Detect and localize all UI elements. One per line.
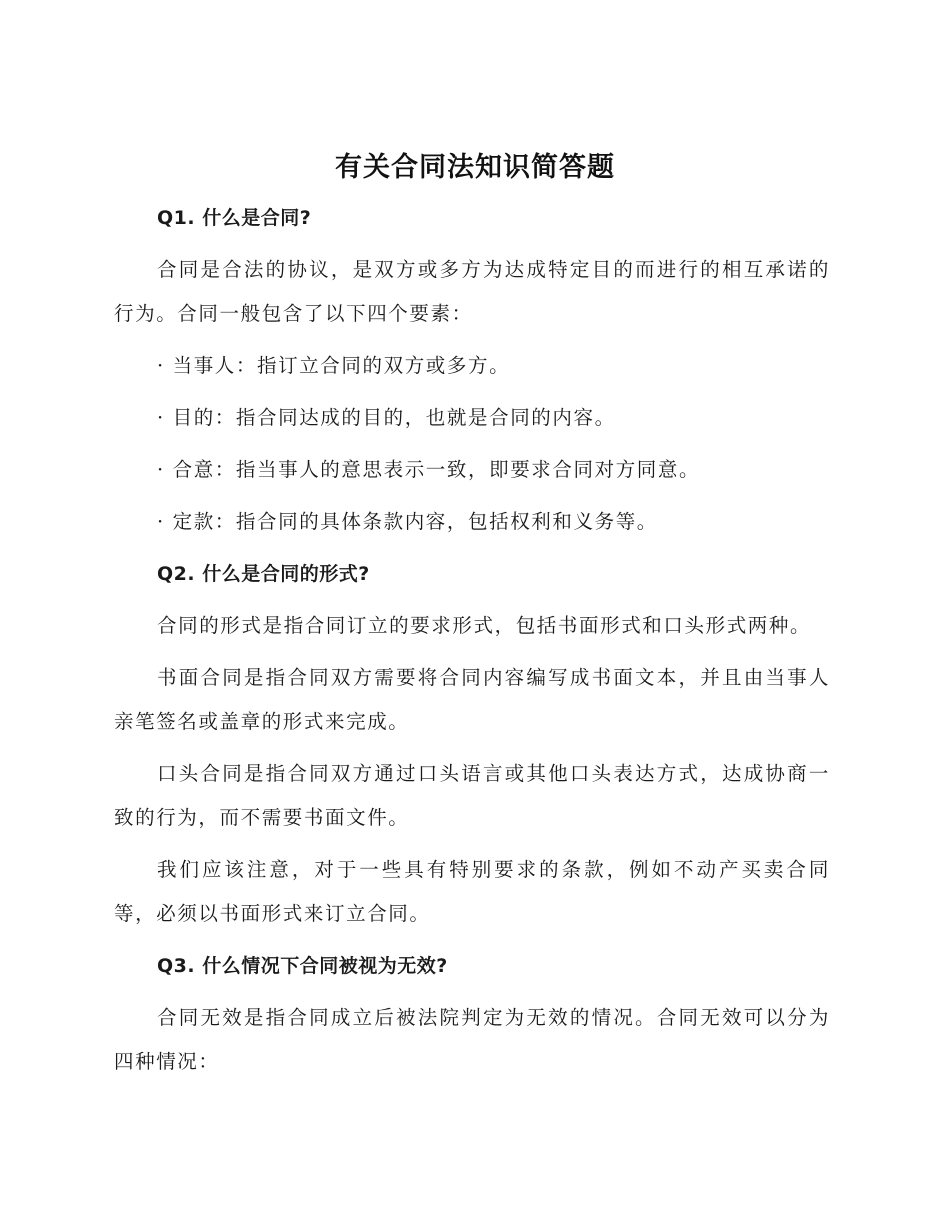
bullet-item: · 定款：指合同的具体条款内容，包括权利和义务等。: [157, 510, 658, 533]
bullet-item: · 当事人：指订立合同的双方或多方。: [157, 354, 511, 377]
document-title: 有关合同法知识简答题: [335, 152, 615, 183]
bullet-item: · 目的：指合同达成的目的，也就是合同的内容。: [157, 406, 616, 429]
paragraph: 口头合同是指合同双方通过口头语言或其他口头表达方式，达成协商一致的行为，而不需要书面文件。: [114, 762, 830, 829]
paragraph: 书面合同是指合同双方需要将合同内容编写成书面文本，并且由当事人亲笔签名或盖章的形式来完成。: [114, 666, 830, 733]
paragraph: 合同的形式是指合同订立的要求形式，包括书面形式和口头形式两种。: [157, 614, 812, 637]
question-heading: Q1. 什么是合同?: [157, 207, 312, 229]
bullet-item: · 合意：指当事人的意思表示一致，即要求合同对方同意。: [157, 458, 701, 481]
paragraph: 合同无效是指合同成立后被法院判定为无效的情况。合同无效可以分为四种情况：: [114, 1006, 830, 1073]
question-heading: Q2. 什么是合同的形式?: [157, 563, 370, 585]
paragraph: 我们应该注意，对于一些具有特别要求的条款，例如不动产买卖合同等，必须以书面形式来订立合同。: [114, 858, 830, 925]
document-body: [114, 196, 830, 1092]
paragraph: 合同是合法的协议，是双方或多方为达成特定目的而进行的相互承诺的行为。合同一般包含了以下四个要素：: [114, 258, 830, 325]
question-heading: Q3. 什么情况下合同被视为无效?: [157, 955, 448, 977]
